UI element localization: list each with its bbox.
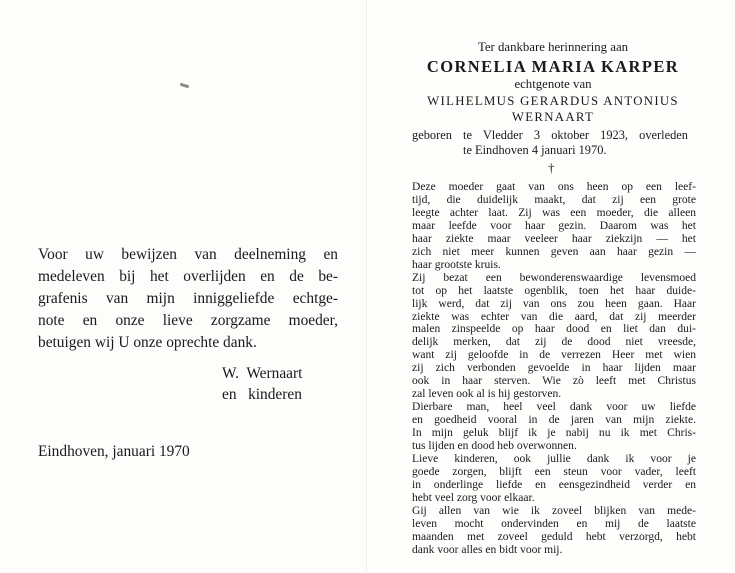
- cross-icon: †: [548, 160, 555, 175]
- memorial-text-line: lijk werd, dat zij van ons zou heen gaan. Haar: [412, 297, 696, 310]
- memorial-text-line: haar ziekte maar veeleer haar ziekzijn — het: [412, 232, 696, 245]
- memorial-text-line: goede zorgen, blijft een steun voor vader, leeft: [412, 465, 696, 478]
- memorial-text-line: in onderlinge liefde en eensgezindheid verder en: [412, 478, 696, 491]
- signature-family: en kinderen: [222, 386, 302, 403]
- memorial-text-line: leegte achter laat. Zij was een moeder, die alleen: [412, 206, 696, 219]
- left-panel: [0, 0, 367, 573]
- memorial-text-line: dank voor alles en bidt voor mij.: [412, 543, 563, 556]
- spouse-name-line1: WILHELMUS GERARDUS ANTONIUS: [427, 94, 679, 108]
- memorial-text-line: zal leven ook al is hij gestorven.: [412, 388, 562, 401]
- memorial-text-line: zij zich verbonden gevoelde in haar lijden maar: [412, 362, 696, 375]
- memorial-text-line: tot op het laatste ogenblik, toen het haar duide-: [412, 284, 696, 297]
- memorial-text-line: Lieve kinderen, ook jullie dank ik voor je: [412, 453, 696, 466]
- memorial-text-line: Dierbare man, heel veel dank voor uw liefde: [412, 401, 696, 414]
- birth-death-info: [412, 128, 688, 157]
- print-mark: [180, 83, 189, 89]
- memorial-text-line: maanden met zoveel geduld hebt verzorgd, hebt: [412, 530, 696, 543]
- thanks-message: [38, 244, 338, 354]
- memorial-text-line: maar leefde voor haar gezin. Daarom was het: [412, 219, 696, 232]
- thanks-line: medeleven bij het overlijden en de be-: [38, 268, 338, 285]
- memorial-text-line: tijd, die duidelijk maakt, dat zij een grote: [412, 193, 696, 206]
- memorial-text-line: ziekte was echter van die aard, dat zij meerder: [412, 310, 696, 323]
- signature-name: W. Wernaart: [222, 365, 303, 382]
- deceased-name: CORNELIA MARIA KARPER: [426, 57, 680, 76]
- memorial-heading: Ter dankbare herinnering aan: [477, 40, 629, 54]
- memorial-text-line: haar grootste kruis.: [412, 258, 501, 271]
- memorial-text-line: delijk merken, dat zij de dood niet vreesde,: [412, 336, 696, 349]
- memorial-text-line: Zij bezat een bewonderenswaardige levensmoed: [412, 271, 696, 284]
- relation-text: echtgenote van: [514, 77, 592, 91]
- thanks-line: betuigen wij U onze oprechte dank.: [38, 334, 257, 351]
- memorial-text-line: hebt veel zorg voor elkaar.: [412, 491, 535, 504]
- thanks-line: grafenis van mijn inniggeliefde echtge-: [38, 290, 338, 307]
- memorial-text-line: zich niet meer kunnen geven aan haar gezin —: [412, 245, 696, 258]
- place-date: Eindhoven, januari 1970: [38, 443, 190, 460]
- memorial-text: [412, 181, 696, 557]
- memorial-text-line: en goedheid vooral in de jaren van mijn ziekte.: [412, 414, 696, 427]
- thanks-line: note en onze lieve zorgzame moeder,: [38, 312, 338, 329]
- memorial-text-line: ook in haar sterven. Wie zò leeft met Christus: [412, 375, 696, 388]
- memorial-text-line: malen zinspeelde op haar dood en liet dan dui-: [412, 323, 696, 336]
- memorial-text-line: Gij allen van wie ik zoveel blijken van mede-: [412, 504, 696, 517]
- memorial-text-line: In mijn geluk blijf ik je nabij nu ik met Chris-: [412, 427, 696, 440]
- memorial-text-line: tus lijden en dood heb overwonnen.: [412, 440, 577, 453]
- born-line: geboren te Vledder 3 oktober 1923, overleden: [412, 128, 688, 142]
- died-line: te Eindhoven 4 januari 1970.: [463, 142, 607, 157]
- memorial-text-line: leven mocht ondervinden en mij de laatste: [412, 517, 696, 530]
- spouse-name-line2: WERNAART: [511, 110, 595, 124]
- memorial-text-line: want zij geloofde in de verrezen Heer met wien: [412, 349, 696, 362]
- thanks-line: Voor uw bewijzen van deelneming en: [38, 246, 338, 263]
- memorial-text-line: Deze moeder gaat van ons heen op een leef-: [412, 181, 696, 193]
